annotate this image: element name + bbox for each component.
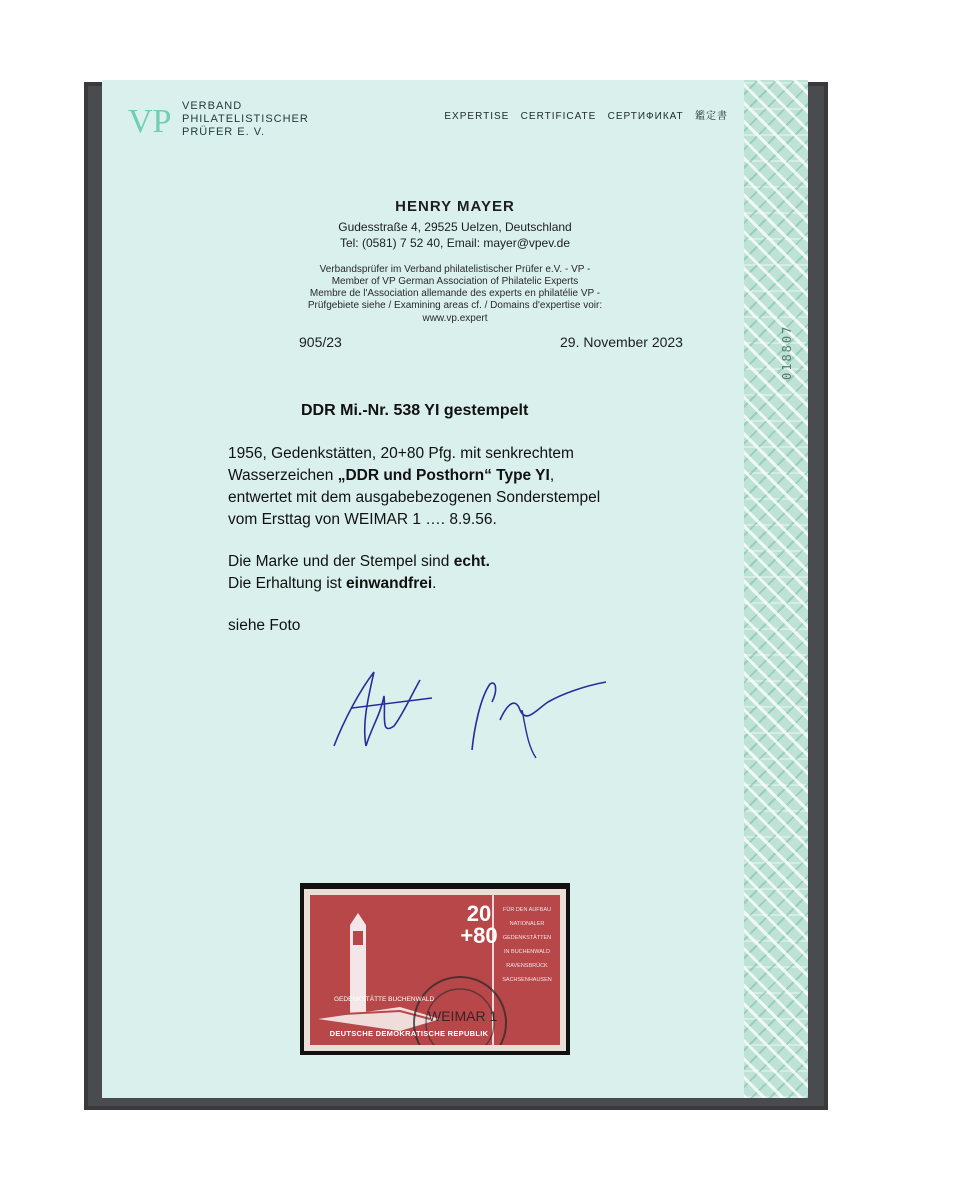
stamp-side-line: NATIONALER: [509, 921, 545, 927]
stamp-caption: DEUTSCHE DEMOKRATISCHE REPUBLIK: [329, 1029, 489, 1038]
affiliation-line: Verbandsprüfer im Verband philatelistischer Prüfer e.V. - VP -: [319, 264, 591, 275]
stamp-description: [228, 443, 600, 531]
stamp-photo: [300, 883, 570, 1055]
document-type: EXPERTISE CERTIFICATE СЕРТИФИКАТ 鑑定書: [444, 111, 728, 122]
photo-note: siehe Foto: [228, 617, 301, 634]
description-line: entwertet mit dem ausgabebezogenen Sonderstempel: [228, 489, 601, 506]
certificate-page: [102, 80, 808, 1098]
stamp-title: DDR Mi.-Nr. 538 YI gestempelt: [301, 402, 529, 419]
stamp-side-line: SACHSENHAUSEN: [502, 977, 552, 983]
certificate-serial: 018807: [780, 324, 794, 380]
stamp-side-line: GEDENKSTÄTTEN: [502, 935, 552, 941]
watermark-type: „DDR und Posthorn“ Type YI: [337, 467, 550, 484]
verdict-text: Die Erhaltung ist: [228, 575, 347, 592]
affiliation-line: Membre de l'Association allemande des experts en philatélie VP -: [309, 288, 601, 299]
description-line: [228, 465, 600, 487]
affiliation-line: Member of VP German Association of Philatelic Experts: [331, 276, 579, 287]
stamp-side-line: FÜR DEN AUFBAU: [503, 907, 551, 913]
expert-address: Gudesstraße 4, 29525 Uelzen, Deutschland: [338, 220, 572, 234]
verdict-genuine: echt.: [453, 553, 490, 570]
stamp-side-line: IN BUCHENWALD: [504, 949, 550, 955]
vp-logo-icon: [126, 98, 174, 138]
org-name: [182, 100, 309, 139]
stamp-value-face: 20: [466, 901, 492, 926]
verdict-text: Die Marke und der Stempel sind: [228, 553, 454, 570]
memorial-text: GEDENKSTÄTTE BUCHENWALD: [334, 996, 435, 1003]
description-text: Wasserzeichen: [228, 467, 338, 484]
org-name-line: PHILATELISTISCHER: [182, 113, 309, 125]
stamp-paper: [304, 889, 566, 1051]
verdict-line: [228, 573, 490, 595]
expert-signature: [322, 650, 612, 760]
stamp-side-line: RAVENSBRÜCK: [506, 963, 548, 969]
stamp-value-surcharge: +80: [460, 923, 498, 948]
certificate-number: 905/23: [299, 334, 342, 350]
certificate-date: 29. November 2023: [560, 334, 683, 350]
verdict-line: [228, 551, 490, 573]
verdict-text: .: [432, 575, 437, 592]
vp-logo-text: VP: [128, 103, 172, 138]
expert-name: HENRY MAYER: [395, 198, 515, 215]
description-line: vom Ersttag von WEIMAR 1 …. 8.9.56.: [228, 511, 497, 528]
org-name-line: PRÜFER E. V.: [182, 126, 266, 138]
expert-contact: Tel: (0581) 7 52 40, Email: mayer@vpev.de: [339, 236, 571, 250]
description-text: ,: [549, 467, 555, 484]
verdict: [228, 551, 490, 595]
postmark-text: WEIMAR 1: [428, 1008, 498, 1024]
stamp-side-text: [494, 903, 560, 987]
verdict-condition: einwandfrei: [346, 575, 433, 592]
description-line: 1956, Gedenkstätten, 20+80 Pfg. mit senkrechtem: [228, 445, 574, 462]
affiliation-line: Prüfgebiete siehe / Examining areas cf. / Domains d'expertise voir:: [307, 300, 603, 311]
org-name-line: VERBAND: [182, 100, 243, 112]
affiliation-website: www.vp.expert: [422, 313, 488, 324]
